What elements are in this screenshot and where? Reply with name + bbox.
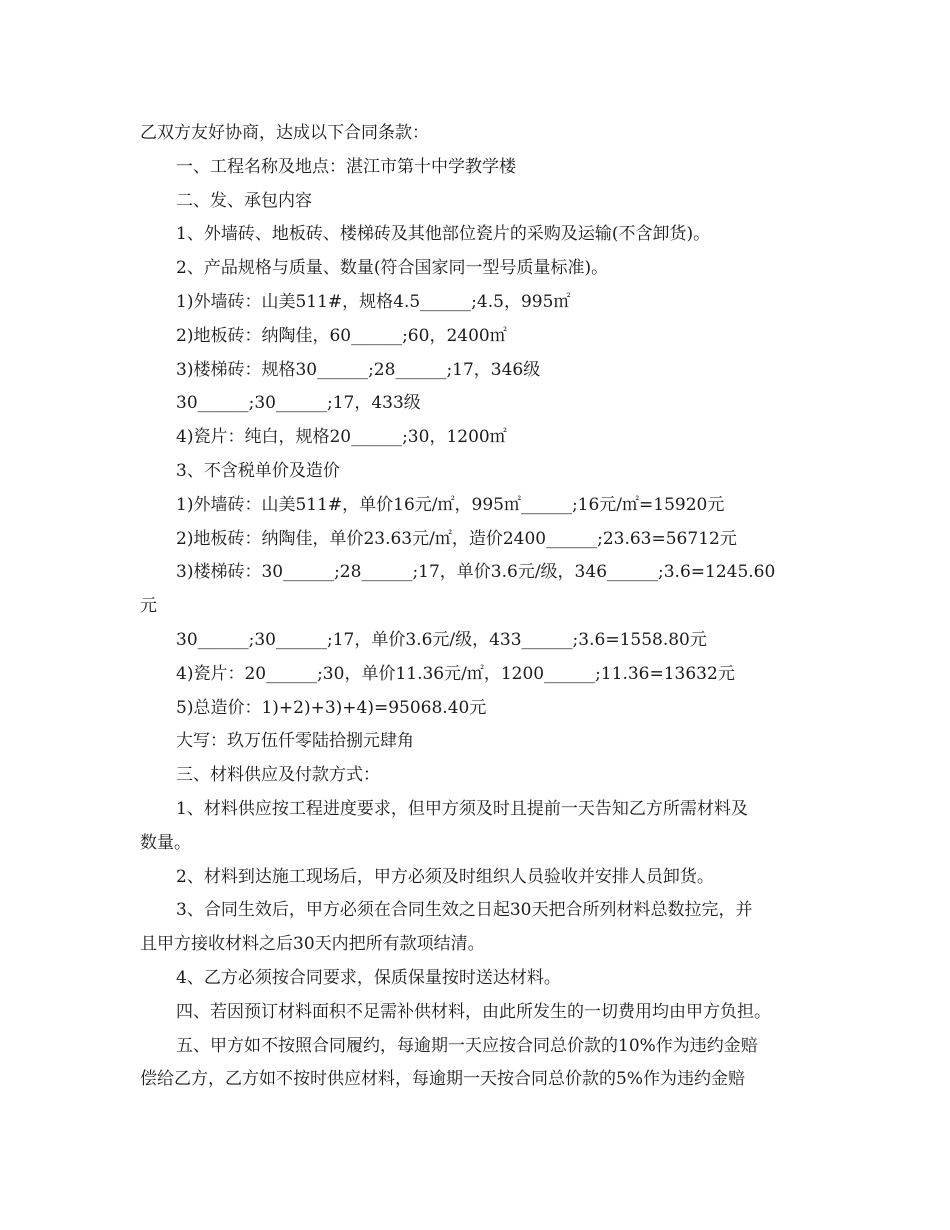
contract-line: 3)楼梯砖：30______;28______;17，单价3.6元/级，346______;3.6=1245.60 bbox=[176, 562, 776, 583]
contract-line: 且甲方接收材料之后30天内把所有款项结清。 bbox=[140, 934, 485, 955]
contract-line: 4、乙方必须按合同要求，保质保量按时送达材料。 bbox=[176, 967, 561, 988]
contract-line: 1、材料供应按工程进度要求，但甲方须及时且提前一天告知乙方所需材料及 bbox=[176, 798, 748, 819]
contract-line: 4)瓷片：纯白，规格20______;30，1200㎡ bbox=[176, 427, 507, 448]
contract-line: 二、发、承包内容 bbox=[176, 190, 312, 211]
contract-line: 五、甲方如不按照合同履约，每逾期一天应按合同总价款的10%作为违约金赔 bbox=[176, 1035, 758, 1056]
contract-line: 乙双方友好协商，达成以下合同条款： bbox=[140, 123, 429, 143]
contract-line: 4)瓷片：20______;30，单价11.36元/㎡，1200______;11.36=13632元 bbox=[176, 663, 735, 684]
contract-line: 2)地板砖：纳陶佳，单价23.63元/㎡，造价2400______;23.63=56712元 bbox=[176, 528, 737, 549]
contract-line: 2、产品规格与质量、数量(符合国家同一型号质量标准)。 bbox=[176, 258, 609, 279]
contract-line: 3)楼梯砖：规格30______;28______;17，346级 bbox=[176, 359, 541, 380]
contract-line: 元 bbox=[140, 596, 157, 617]
contract-line: 偿给乙方，乙方如不按时供应材料，每逾期一天按合同总价款的5%作为违约金赔 bbox=[140, 1069, 745, 1090]
contract-line: 大写：玖万伍仟零陆拾捌元肆角 bbox=[176, 731, 414, 752]
contract-line: 三、材料供应及付款方式： bbox=[176, 765, 380, 786]
contract-line: 1)外墙砖：山美511#，规格4.5______;4.5，995㎡ bbox=[176, 291, 571, 312]
contract-line: 数量。 bbox=[140, 832, 191, 853]
contract-line: 四、若因预订材料面积不足需补供材料，由此所发生的一切费用均由甲方负担。 bbox=[176, 1001, 771, 1022]
contract-body bbox=[140, 117, 820, 1097]
contract-line: 一、工程名称及地点：湛江市第十中学教学楼 bbox=[176, 156, 516, 177]
contract-line: 1)外墙砖：山美511#，单价16元/㎡，995㎡______;16元/㎡=15920元 bbox=[176, 494, 725, 515]
contract-line: 1、外墙砖、地板砖、楼梯砖及其他部位瓷片的采购及运输(不含卸货)。 bbox=[176, 224, 711, 245]
contract-line: 30______;30______;17，单价3.6元/级，433______;3.6=1558.80元 bbox=[176, 629, 707, 650]
contract-line: 5)总造价：1)+2)+3)+4)=95068.40元 bbox=[176, 697, 487, 718]
contract-line: 2)地板砖：纳陶佳，60______;60，2400㎡ bbox=[176, 325, 507, 346]
contract-line: 3、合同生效后，甲方必须在合同生效之日起30天把合所列材料总数拉完，并 bbox=[176, 900, 753, 921]
contract-line: 3、不含税单价及造价 bbox=[176, 460, 340, 481]
contract-line: 2、材料到达施工现场后，甲方必须及时组织人员验收并安排人员卸货。 bbox=[176, 866, 714, 887]
contract-line: 30______;30______;17，433级 bbox=[176, 393, 421, 414]
